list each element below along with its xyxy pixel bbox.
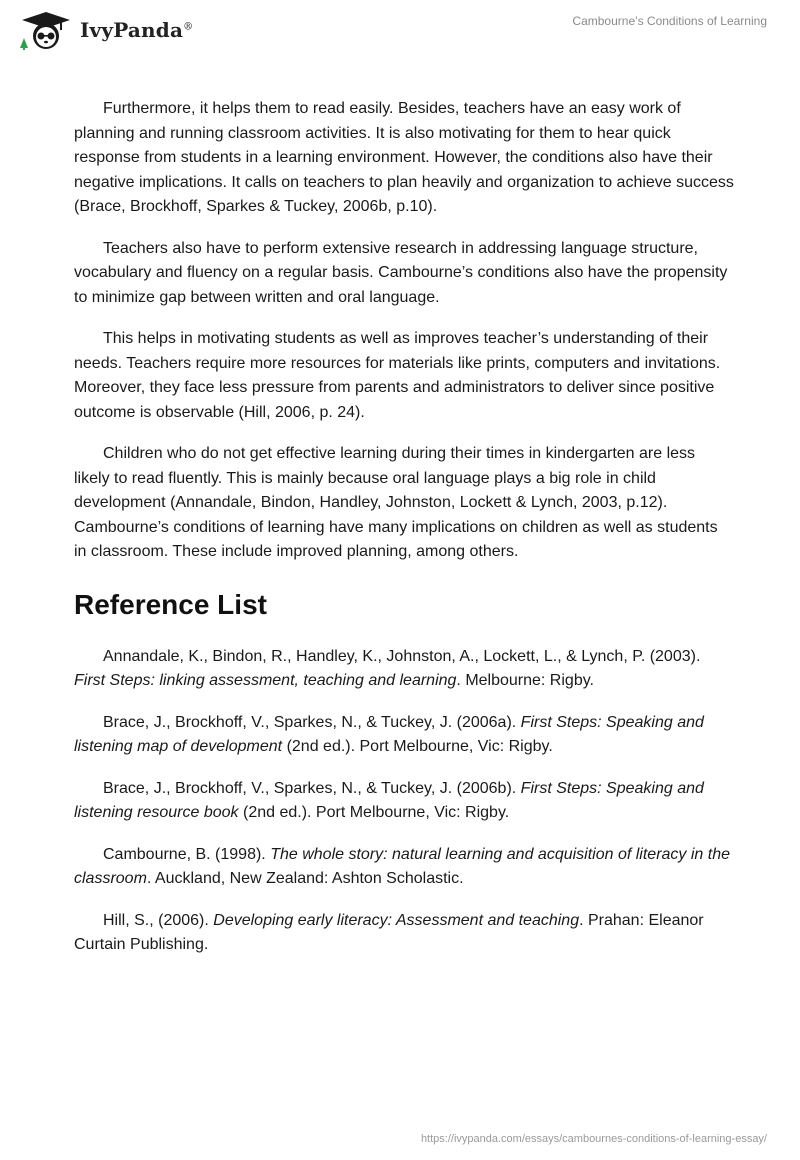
reference-entry: Cambourne, B. (1998). The whole story: natural learning and acquisition of literacy in the classroom. Auckland, New Zealand: Ashton Scholastic. xyxy=(74,845,731,887)
body-paragraph: Children who do not get effective learning during their times in kindergarten are less likely to read fluently. This is mainly because oral language plays a big role in child development (Annandale, Bindon, Handley, Johnston, Lockett & Lynch, 2003, p.12). Cambourne’s conditions of learning have many implications on children as well as students in classroom. These include improved planning, among others. xyxy=(74,445,718,560)
source-url-footer[interactable]: https://ivypanda.com/essays/cambournes-conditions-of-learning-essay/ xyxy=(420,1133,767,1145)
reference-list-heading: Reference List xyxy=(74,588,267,620)
reference-entry: Annandale, K., Bindon, R., Handley, K., Johnston, A., Lockett, L., & Lynch, P. (2003). First Steps: linking assessment, teaching and learning. Melbourne: Rigby. xyxy=(74,647,701,689)
document-title: Cambourne’s Conditions of Learning xyxy=(572,14,767,28)
page-header xyxy=(0,0,800,60)
essay-content xyxy=(74,97,734,975)
ivypanda-logo[interactable] xyxy=(16,8,193,52)
reference-entry: Brace, J., Brockhoff, V., Sparkes, N., & Tuckey, J. (2006a). First Steps: Speaking and listening map of development (2nd ed.). Port Melbourne, Vic: Rigby. xyxy=(74,713,704,755)
body-paragraph: Teachers also have to perform extensive research in addressing language structure, vocabulary and fluency on a regular basis. Cambourne’s conditions also have the propensity to minimize gap between written and oral language. xyxy=(74,239,728,306)
brand-name: IvyPanda® xyxy=(80,18,194,42)
body-paragraph: This helps in motivating students as well as improves teacher’s understanding of their needs. Teachers require more resources for materials like prints, computers and invitations. Moreover, they face less pressure from parents and administrators to deliver since positive outcome is observable (Hill, 2006, p. 24). xyxy=(74,330,721,421)
body-paragraph: Furthermore, it helps them to read easily. Besides, teachers have an easy work of planning and running classroom activities. It is also motivating for them to hear quick response from students in a learning environment. However, the conditions also have their negative implications. It calls on teachers to plan heavily and organization to achieve success (Brace, Brockhoff, Sparkes & Tuckey, 2006b, p.10). xyxy=(74,100,734,215)
reference-entry: Brace, J., Brockhoff, V., Sparkes, N., & Tuckey, J. (2006b). First Steps: Speaking and listening resource book (2nd ed.). Port Melbourne, Vic: Rigby. xyxy=(74,779,704,821)
panda-graduate-icon xyxy=(16,8,74,52)
reference-entry: Hill, S., (2006). Developing early literacy: Assessment and teaching. Prahan: Eleanor Curtain Publishing. xyxy=(74,911,704,953)
